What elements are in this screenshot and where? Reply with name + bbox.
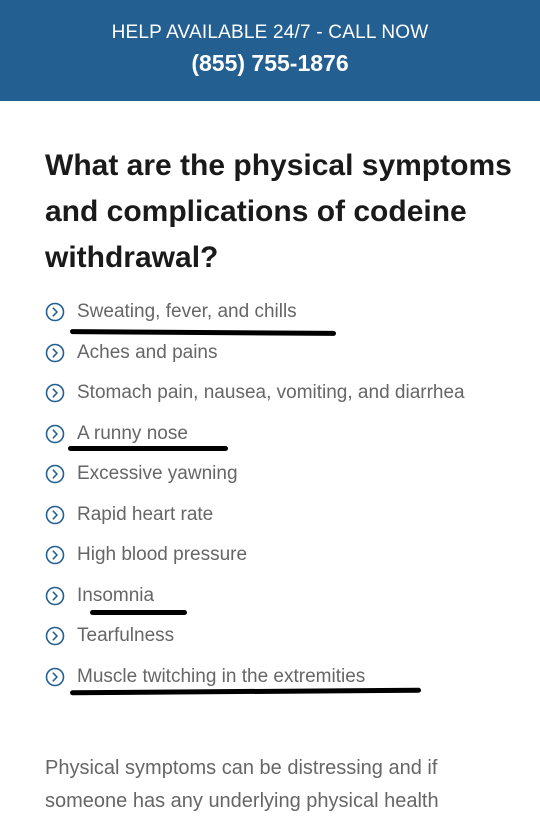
list-item (45, 582, 535, 623)
chevron-right-circle-icon (45, 383, 65, 403)
symptom-label: Muscle twitching in the extremities (77, 665, 366, 687)
underline-mark-insomnia (90, 610, 187, 615)
chevron-right-circle-icon (45, 343, 65, 363)
symptom-label: High blood pressure (77, 544, 248, 565)
chevron-right-circle-icon (45, 505, 65, 525)
chevron-right-circle-icon (45, 586, 65, 606)
list-item (45, 622, 535, 663)
symptom-label: Aches and pains (77, 341, 218, 363)
list-item (45, 420, 535, 461)
symptom-label: Excessive yawning (77, 463, 238, 484)
list-item (45, 541, 535, 582)
chevron-right-circle-icon (45, 302, 65, 322)
section-heading: What are the physical symptoms and complications of codeine withdrawal? (45, 149, 512, 274)
chevron-right-circle-icon (45, 545, 65, 565)
help-available-text: HELP AVAILABLE 24/7 - CALL NOW (111, 22, 429, 43)
list-item (45, 339, 535, 380)
list-item (45, 460, 535, 501)
symptom-label: A runny nose (77, 422, 188, 444)
symptom-label: Stomach pain, nausea, vomiting, and diarrhea (77, 382, 465, 403)
chevron-right-circle-icon (45, 626, 65, 646)
symptom-list (45, 298, 535, 703)
symptom-label: Sweating, fever, and chills (77, 301, 297, 322)
underline-mark-runny-nose (68, 446, 228, 451)
chevron-right-circle-icon (45, 667, 65, 687)
list-item (45, 379, 535, 420)
chevron-right-circle-icon (45, 464, 65, 484)
body-paragraph: Physical symptoms can be distressing and if someone has any underlying physical health (45, 757, 439, 812)
list-item (45, 663, 535, 704)
list-item (45, 501, 535, 542)
phone-number-link[interactable]: (855) 755-1876 (191, 50, 349, 76)
symptom-label: Rapid heart rate (77, 503, 214, 525)
call-now-banner[interactable] (0, 0, 540, 101)
symptom-label: Insomnia (77, 584, 155, 606)
chevron-right-circle-icon (45, 424, 65, 444)
symptom-label: Tearfulness (77, 625, 175, 646)
